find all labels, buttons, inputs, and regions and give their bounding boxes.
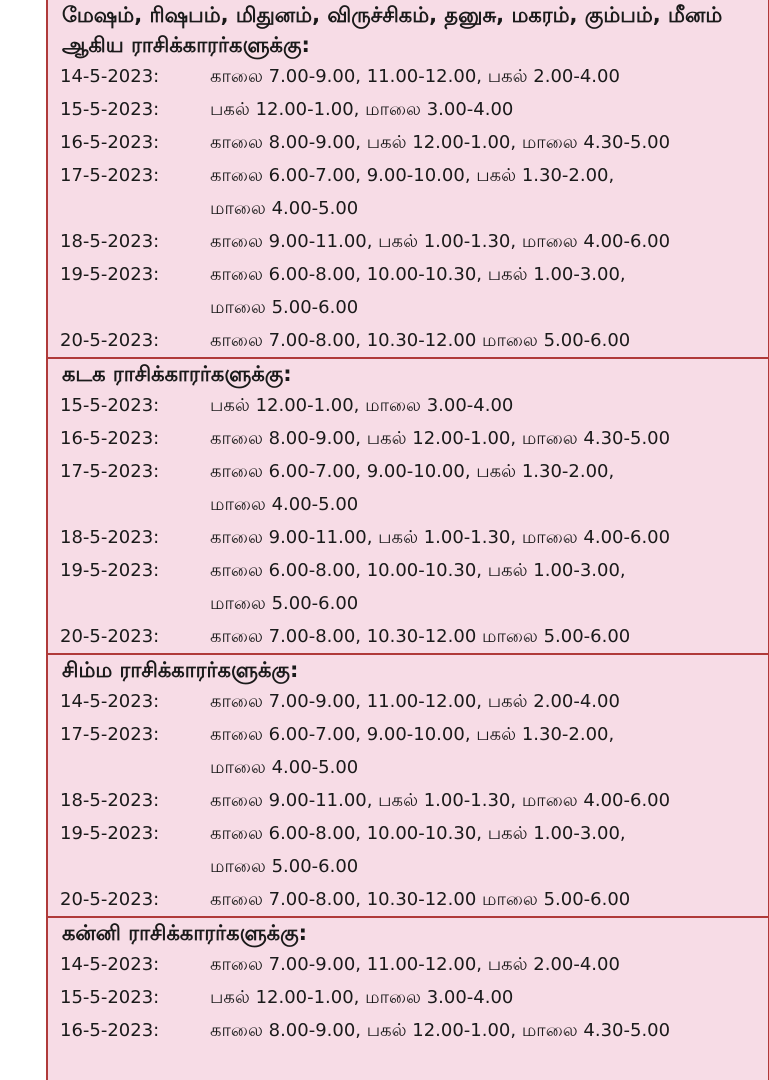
row-times-continued: மாலை 4.00-5.00: [210, 494, 359, 515]
row-date: 15-5-2023:: [60, 987, 160, 1008]
row-date: 16-5-2023:: [60, 132, 160, 153]
row-times: காலை 9.00-11.00, பகல் 1.00-1.30, மாலை 4.00-6.00: [210, 790, 671, 811]
row-date: 17-5-2023:: [60, 724, 160, 745]
row-date: 15-5-2023:: [60, 99, 160, 120]
section-group-1: [48, 0, 768, 359]
schedule-row: [48, 389, 768, 422]
section-kanni: [48, 918, 768, 1047]
row-times: காலை 8.00-9.00, பகல் 12.00-1.00, மாலை 4.30-5.00: [210, 132, 671, 153]
row-times: காலை 9.00-11.00, பகல் 1.00-1.30, மாலை 4.00-6.00: [210, 231, 671, 252]
row-times: காலை 8.00-9.00, பகல் 12.00-1.00, மாலை 4.30-5.00: [210, 428, 671, 449]
row-times: காலை 6.00-8.00, 10.00-10.30, பகல் 1.00-3.00,: [210, 823, 626, 844]
schedule-row: [48, 685, 768, 718]
row-date: 16-5-2023:: [60, 428, 160, 449]
row-times-continued: மாலை 4.00-5.00: [210, 198, 359, 219]
schedule-row: [48, 948, 768, 981]
row-times: காலை 6.00-7.00, 9.00-10.00, பகல் 1.30-2.00,: [210, 724, 615, 745]
row-times: காலை 7.00-8.00, 10.30-12.00 மாலை 5.00-6.00: [210, 889, 631, 910]
row-times: காலை 6.00-7.00, 9.00-10.00, பகல் 1.30-2.00,: [210, 461, 615, 482]
schedule-row: [48, 93, 768, 126]
schedule-row: [48, 718, 768, 751]
row-date: 14-5-2023:: [60, 954, 160, 975]
row-times: காலை 9.00-11.00, பகல் 1.00-1.30, மாலை 4.00-6.00: [210, 527, 671, 548]
row-times: காலை 7.00-8.00, 10.30-12.00 மாலை 5.00-6.00: [210, 330, 631, 351]
row-times: பகல் 12.00-1.00, மாலை 3.00-4.00: [210, 987, 514, 1008]
row-times: காலை 6.00-8.00, 10.00-10.30, பகல் 1.00-3.00,: [210, 264, 626, 285]
row-date: 19-5-2023:: [60, 560, 160, 581]
schedule-row: [48, 60, 768, 93]
schedule-row: [48, 258, 768, 291]
row-times-continued: மாலை 5.00-6.00: [210, 593, 359, 614]
schedule-row: [48, 981, 768, 1014]
section-kataka: [48, 359, 768, 655]
row-times: காலை 7.00-9.00, 11.00-12.00, பகல் 2.00-4.00: [210, 691, 620, 712]
section-heading: சிம்ம ராசிக்காரர்களுக்கு:: [62, 658, 299, 682]
row-date: 20-5-2023:: [60, 889, 160, 910]
schedule-row: [48, 422, 768, 455]
section-heading: மேஷம், ரிஷபம், மிதுனம், விருச்சிகம், தனுசு, மகரம், கும்பம், மீனம் ஆகிய ராசிக்காரர்களுக்கு:: [62, 3, 723, 57]
row-date: 14-5-2023:: [60, 691, 160, 712]
schedule-row: [48, 324, 768, 357]
schedule-row: [48, 784, 768, 817]
row-times: காலை 7.00-9.00, 11.00-12.00, பகல் 2.00-4.00: [210, 954, 620, 975]
row-times: காலை 6.00-8.00, 10.00-10.30, பகல் 1.00-3.00,: [210, 560, 626, 581]
row-date: 15-5-2023:: [60, 395, 160, 416]
row-times: காலை 7.00-9.00, 11.00-12.00, பகல் 2.00-4.00: [210, 66, 620, 87]
schedule-row: [48, 521, 768, 554]
row-times-continued: மாலை 5.00-6.00: [210, 297, 359, 318]
row-date: 14-5-2023:: [60, 66, 160, 87]
schedule-row: [48, 225, 768, 258]
row-date: 19-5-2023:: [60, 264, 160, 285]
row-times: காலை 6.00-7.00, 9.00-10.00, பகல் 1.30-2.00,: [210, 165, 615, 186]
row-date: 17-5-2023:: [60, 165, 160, 186]
section-heading: கன்னி ராசிக்காரர்களுக்கு:: [62, 921, 308, 945]
row-times: பகல் 12.00-1.00, மாலை 3.00-4.00: [210, 395, 514, 416]
row-times: காலை 7.00-8.00, 10.30-12.00 மாலை 5.00-6.00: [210, 626, 631, 647]
row-date: 20-5-2023:: [60, 330, 160, 351]
row-date: 18-5-2023:: [60, 790, 160, 811]
section-simma: [48, 655, 768, 918]
row-times: காலை 8.00-9.00, பகல் 12.00-1.00, மாலை 4.30-5.00: [210, 1020, 671, 1041]
row-times: பகல் 12.00-1.00, மாலை 3.00-4.00: [210, 99, 514, 120]
row-date: 18-5-2023:: [60, 231, 160, 252]
row-date: 17-5-2023:: [60, 461, 160, 482]
row-times-continued: மாலை 4.00-5.00: [210, 757, 359, 778]
schedule-row: [48, 126, 768, 159]
row-date: 20-5-2023:: [60, 626, 160, 647]
schedule-document: [46, 0, 769, 1080]
schedule-row: [48, 1014, 768, 1047]
schedule-row: [48, 883, 768, 916]
schedule-row: [48, 620, 768, 653]
schedule-row: [48, 455, 768, 488]
schedule-row: [48, 554, 768, 587]
section-heading: கடக ராசிக்காரர்களுக்கு:: [62, 362, 292, 386]
row-date: 19-5-2023:: [60, 823, 160, 844]
schedule-row: [48, 159, 768, 192]
row-date: 16-5-2023:: [60, 1020, 160, 1041]
row-date: 18-5-2023:: [60, 527, 160, 548]
row-times-continued: மாலை 5.00-6.00: [210, 856, 359, 877]
schedule-row: [48, 817, 768, 850]
